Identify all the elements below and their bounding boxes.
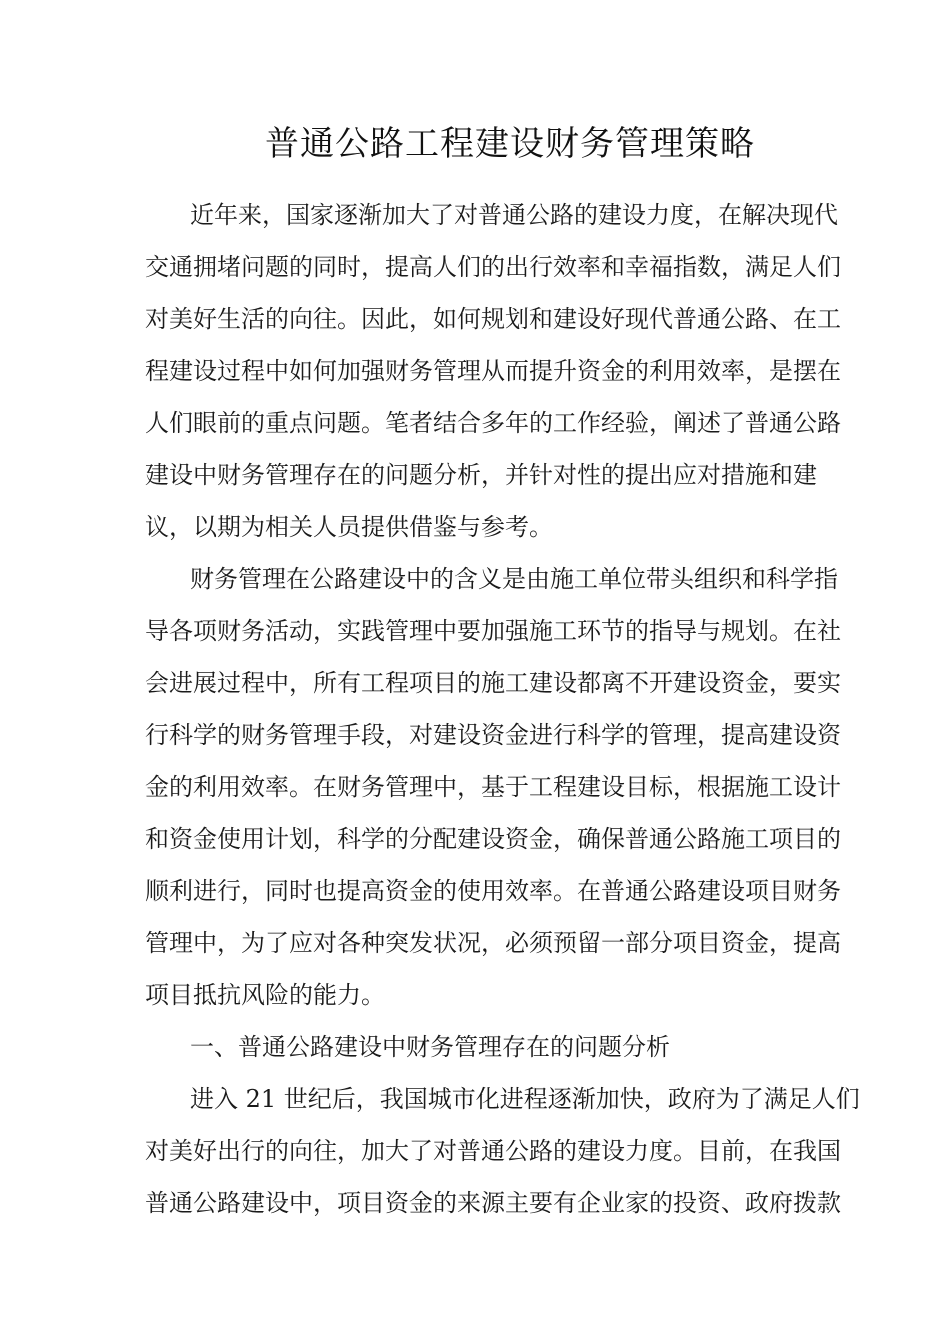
paragraph-2-line-8: 管理中，为了应对各种突发状况，必须预留一部分项目资金，提高 [145, 929, 841, 957]
paragraph-1-line-6: 建设中财务管理存在的问题分析，并针对性的提出应对措施和建 [145, 461, 817, 489]
paragraph-3-line-1: 进入 21 世纪后，我国城市化进程逐渐加快，政府为了满足人们 [190, 1085, 860, 1113]
paragraph-1-line-1: 近年来，国家逐渐加大了对普通公路的建设力度，在解决现代 [190, 201, 838, 229]
section-heading-1: 一、普通公路建设中财务管理存在的问题分析 [190, 1033, 670, 1061]
paragraph-3-line-2: 对美好出行的向往，加大了对普通公路的建设力度。目前，在我国 [145, 1137, 841, 1165]
paragraph-2-line-6: 和资金使用计划，科学的分配建设资金，确保普通公路施工项目的 [145, 825, 841, 853]
paragraph-2-line-2: 导各项财务活动，实践管理中要加强施工环节的指导与规划。在社 [145, 617, 841, 645]
paragraph-1-line-3: 对美好生活的向往。因此，如何规划和建设好现代普通公路、在工 [145, 305, 841, 333]
paragraph-2-line-3: 会进展过程中，所有工程项目的施工建设都离不开建设资金，要实 [145, 669, 841, 697]
paragraph-3-line-3: 普通公路建设中，项目资金的来源主要有企业家的投资、政府拨款 [145, 1189, 841, 1217]
paragraph-2-line-7: 顺利进行，同时也提高资金的使用效率。在普通公路建设项目财务 [145, 877, 841, 905]
paragraph-1-line-4: 程建设过程中如何加强财务管理从而提升资金的利用效率，是摆在 [145, 357, 841, 385]
paragraph-1-line-5: 人们眼前的重点问题。笔者结合多年的工作经验，阐述了普通公路 [145, 409, 841, 437]
paragraph-1-line-7: 议，以期为相关人员提供借鉴与参考。 [145, 513, 553, 541]
paragraph-1-line-2: 交通拥堵问题的同时，提高人们的出行效率和幸福指数，满足人们 [145, 253, 841, 281]
paragraph-2-line-4: 行科学的财务管理手段，对建设资金进行科学的管理，提高建设资 [145, 721, 841, 749]
paragraph-2-line-1: 财务管理在公路建设中的含义是由施工单位带头组织和科学指 [190, 565, 838, 593]
paragraph-2-line-5: 金的利用效率。在财务管理中，基于工程建设目标，根据施工设计 [145, 773, 841, 801]
document-title: 普通公路工程建设财务管理策略 [265, 124, 755, 164]
paragraph-2-line-9: 项目抵抗风险的能力。 [145, 981, 385, 1009]
